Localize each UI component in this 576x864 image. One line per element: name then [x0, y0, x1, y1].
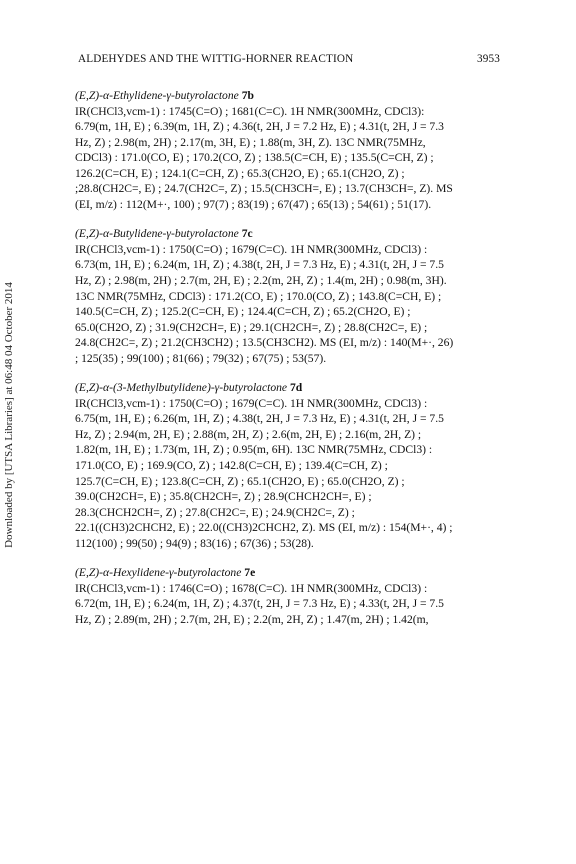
compound-label: 7e: [244, 566, 256, 580]
data-line: 39.0(CH2CH=, E) ; 35.8(CH2CH=, Z) ; 28.9(CHCH2CH=, E) ;: [75, 490, 372, 504]
compound-name: (E,Z)-α-Ethylidene-γ-butyrolactone: [75, 89, 239, 102]
entry-title: [75, 565, 503, 581]
data-line: 1.82(m, 1H, E) ; 1.73(m, 1H, Z) ; 0.95(m, 6H). 13C NMR(75MHz, CDCl3) :: [75, 443, 433, 457]
data-line: IR(CHCl3,vcm-1) : 1746(C=O) ; 1678(C=C). 1H NMR(300MHz, CDCl3) :: [75, 581, 428, 595]
compound-name: (E,Z)-α-Butylidene-γ-butyrolactone: [75, 227, 239, 241]
data-line: 65.0(CH2O, Z) ; 31.9(CH2CH=, E) ; 29.1(CH2CH=, Z) ; 28.8(CH2C=, E) ;: [75, 320, 428, 334]
data-line: Hz, Z) ; 2.98(m, 2H) ; 2.7(m, 2H, E) ; 2.2(m, 2H, Z) ; 1.4(m, 2H) ; 0.98(m, 3H).: [75, 274, 447, 288]
data-line: 24.8(CH2C=, Z) ; 21.2(CH3CH2) ; 13.5(CH3CH2). MS (EI, m/z) : 140(M+·, 26): [75, 336, 454, 350]
running-title: ALDEHYDES AND THE WITTIG-HORNER REACTION: [78, 53, 354, 65]
data-line: (EI, m/z) : 112(M+·, 100) ; 97(7) ; 83(19) ; 67(47) ; 65(13) ; 54(61) ; 51(17).: [75, 197, 432, 211]
compound-entry-7c: [75, 226, 503, 366]
download-watermark: Downloaded by [UTSA Libraries] at 06:48 04 October 2014: [3, 282, 15, 548]
entry-title: [75, 380, 503, 396]
data-line: 6.75(m, 1H, E) ; 6.26(m, 1H, Z) ; 4.38(t, 2H, J = 7.3 Hz, E) ; 4.31(t, 2H, J = 7.5: [75, 412, 444, 426]
compound-name: (E,Z)-α-(3-Methylbutylidene)-γ-butyrolactone: [75, 381, 288, 395]
data-line: IR(CHCl3,vcm-1) : 1750(C=O) ; 1679(C=C). 1H NMR(300MHz, CDCl3) :: [75, 242, 428, 256]
data-line: 112(100) ; 99(50) ; 94(9) ; 83(16) ; 67(36) ; 53(28).: [75, 536, 314, 550]
data-line: 140.5(C=CH, Z) ; 125.2(C=CH, E) ; 124.4(C=CH, Z) ; 65.2(CH2O, E) ;: [75, 305, 411, 319]
data-line: IR(CHCl3,vcm-1) : 1750(C=O) ; 1679(C=C). 1H NMR(300MHz, CDCl3) :: [75, 396, 428, 410]
compound-entry-7b: [75, 88, 503, 212]
data-line: CDCl3) : 171.0(CO, E) ; 170.2(CO, Z) ; 138.5(C=CH, E) ; 135.5(C=CH, Z) ;: [75, 151, 434, 165]
data-line: 125.7(C=CH, E) ; 123.8(C=CH, Z) ; 65.1(CH2O, E) ; 65.0(CH2O, Z) ;: [75, 474, 405, 488]
data-line: 126.2(C=CH, E) ; 124.1(C=CH, Z) ; 65.3(CH2O, E) ; 65.1(CH2O, Z) ;: [75, 166, 405, 180]
data-line: ; 125(35) ; 99(100) ; 81(66) ; 79(32) ; 67(75) ; 53(57).: [75, 351, 327, 365]
data-line: ;28.8(CH2C=, E) ; 24.7(CH2C=, Z) ; 15.5(CH3CH=, E) ; 13.7(CH3CH=, Z). MS: [75, 182, 453, 196]
data-line: 6.79(m, 1H, E) ; 6.39(m, 1H, Z) ; 4.36(t, 2H, J = 7.2 Hz, E) ; 4.31(t, 2H, J = 7.3: [75, 120, 444, 134]
running-header: [78, 53, 500, 65]
data-line: IR(CHCl3,vcm-1) : 1745(C=O) ; 1681(C=C). 1H NMR(300MHz, CDCl3):: [75, 104, 425, 118]
data-line: 6.72(m, 1H, E) ; 6.24(m, 1H, Z) ; 4.37(t, 2H, J = 7.3 Hz, E) ; 4.33(t, 2H, J = 7.5: [75, 597, 444, 611]
data-line: 22.1((CH3)2CHCH2, E) ; 22.0((CH3)2CHCH2, Z). MS (EI, m/z) : 154(M+·, 4) ;: [75, 521, 453, 535]
data-line: 171.0(CO, E) ; 169.9(CO, Z) ; 142.8(C=CH, E) ; 139.4(C=CH, Z) ;: [75, 459, 388, 473]
data-line: 28.3(CHCH2CH=, Z) ; 27.8(CH2C=, E) ; 24.9(CH2C=, Z) ;: [75, 505, 355, 519]
entry-title: [75, 88, 503, 104]
compound-name: (E,Z)-α-Hexylidene-γ-butyrolactone: [75, 566, 242, 580]
data-line: 13C NMR(75MHz, CDCl3) : 171.2(CO, E) ; 170.0(CO, Z) ; 143.8(C=CH, E) ;: [75, 289, 442, 303]
compound-label: 7d: [289, 381, 303, 395]
compound-entry-7d: [75, 380, 503, 551]
main-content: [75, 88, 503, 642]
entry-title: [75, 226, 503, 242]
compound-label: 7b: [241, 89, 254, 102]
compound-label: 7c: [241, 227, 253, 241]
data-line: Hz, Z) ; 2.89(m, 2H) ; 2.7(m, 2H, E) ; 2.2(m, 2H, Z) ; 1.47(m, 2H) ; 1.42(m,: [75, 612, 429, 626]
compound-entry-7e: [75, 565, 503, 627]
page-number: 3953: [477, 53, 500, 65]
data-line: 6.73(m, 1H, E) ; 6.24(m, 1H, Z) ; 4.38(t, 2H, J = 7.3 Hz, E) ; 4.31(t, 2H, J = 7.5: [75, 258, 444, 272]
data-line: Hz, Z) ; 2.94(m, 2H, E) ; 2.88(m, 2H, Z) ; 2.6(m, 2H, E) ; 2.16(m, 2H, Z) ;: [75, 427, 422, 441]
data-line: Hz, Z) ; 2.98(m, 2H) ; 2.17(m, 3H, E) ; 1.88(m, 3H, Z). 13C NMR(75MHz,: [75, 135, 426, 149]
